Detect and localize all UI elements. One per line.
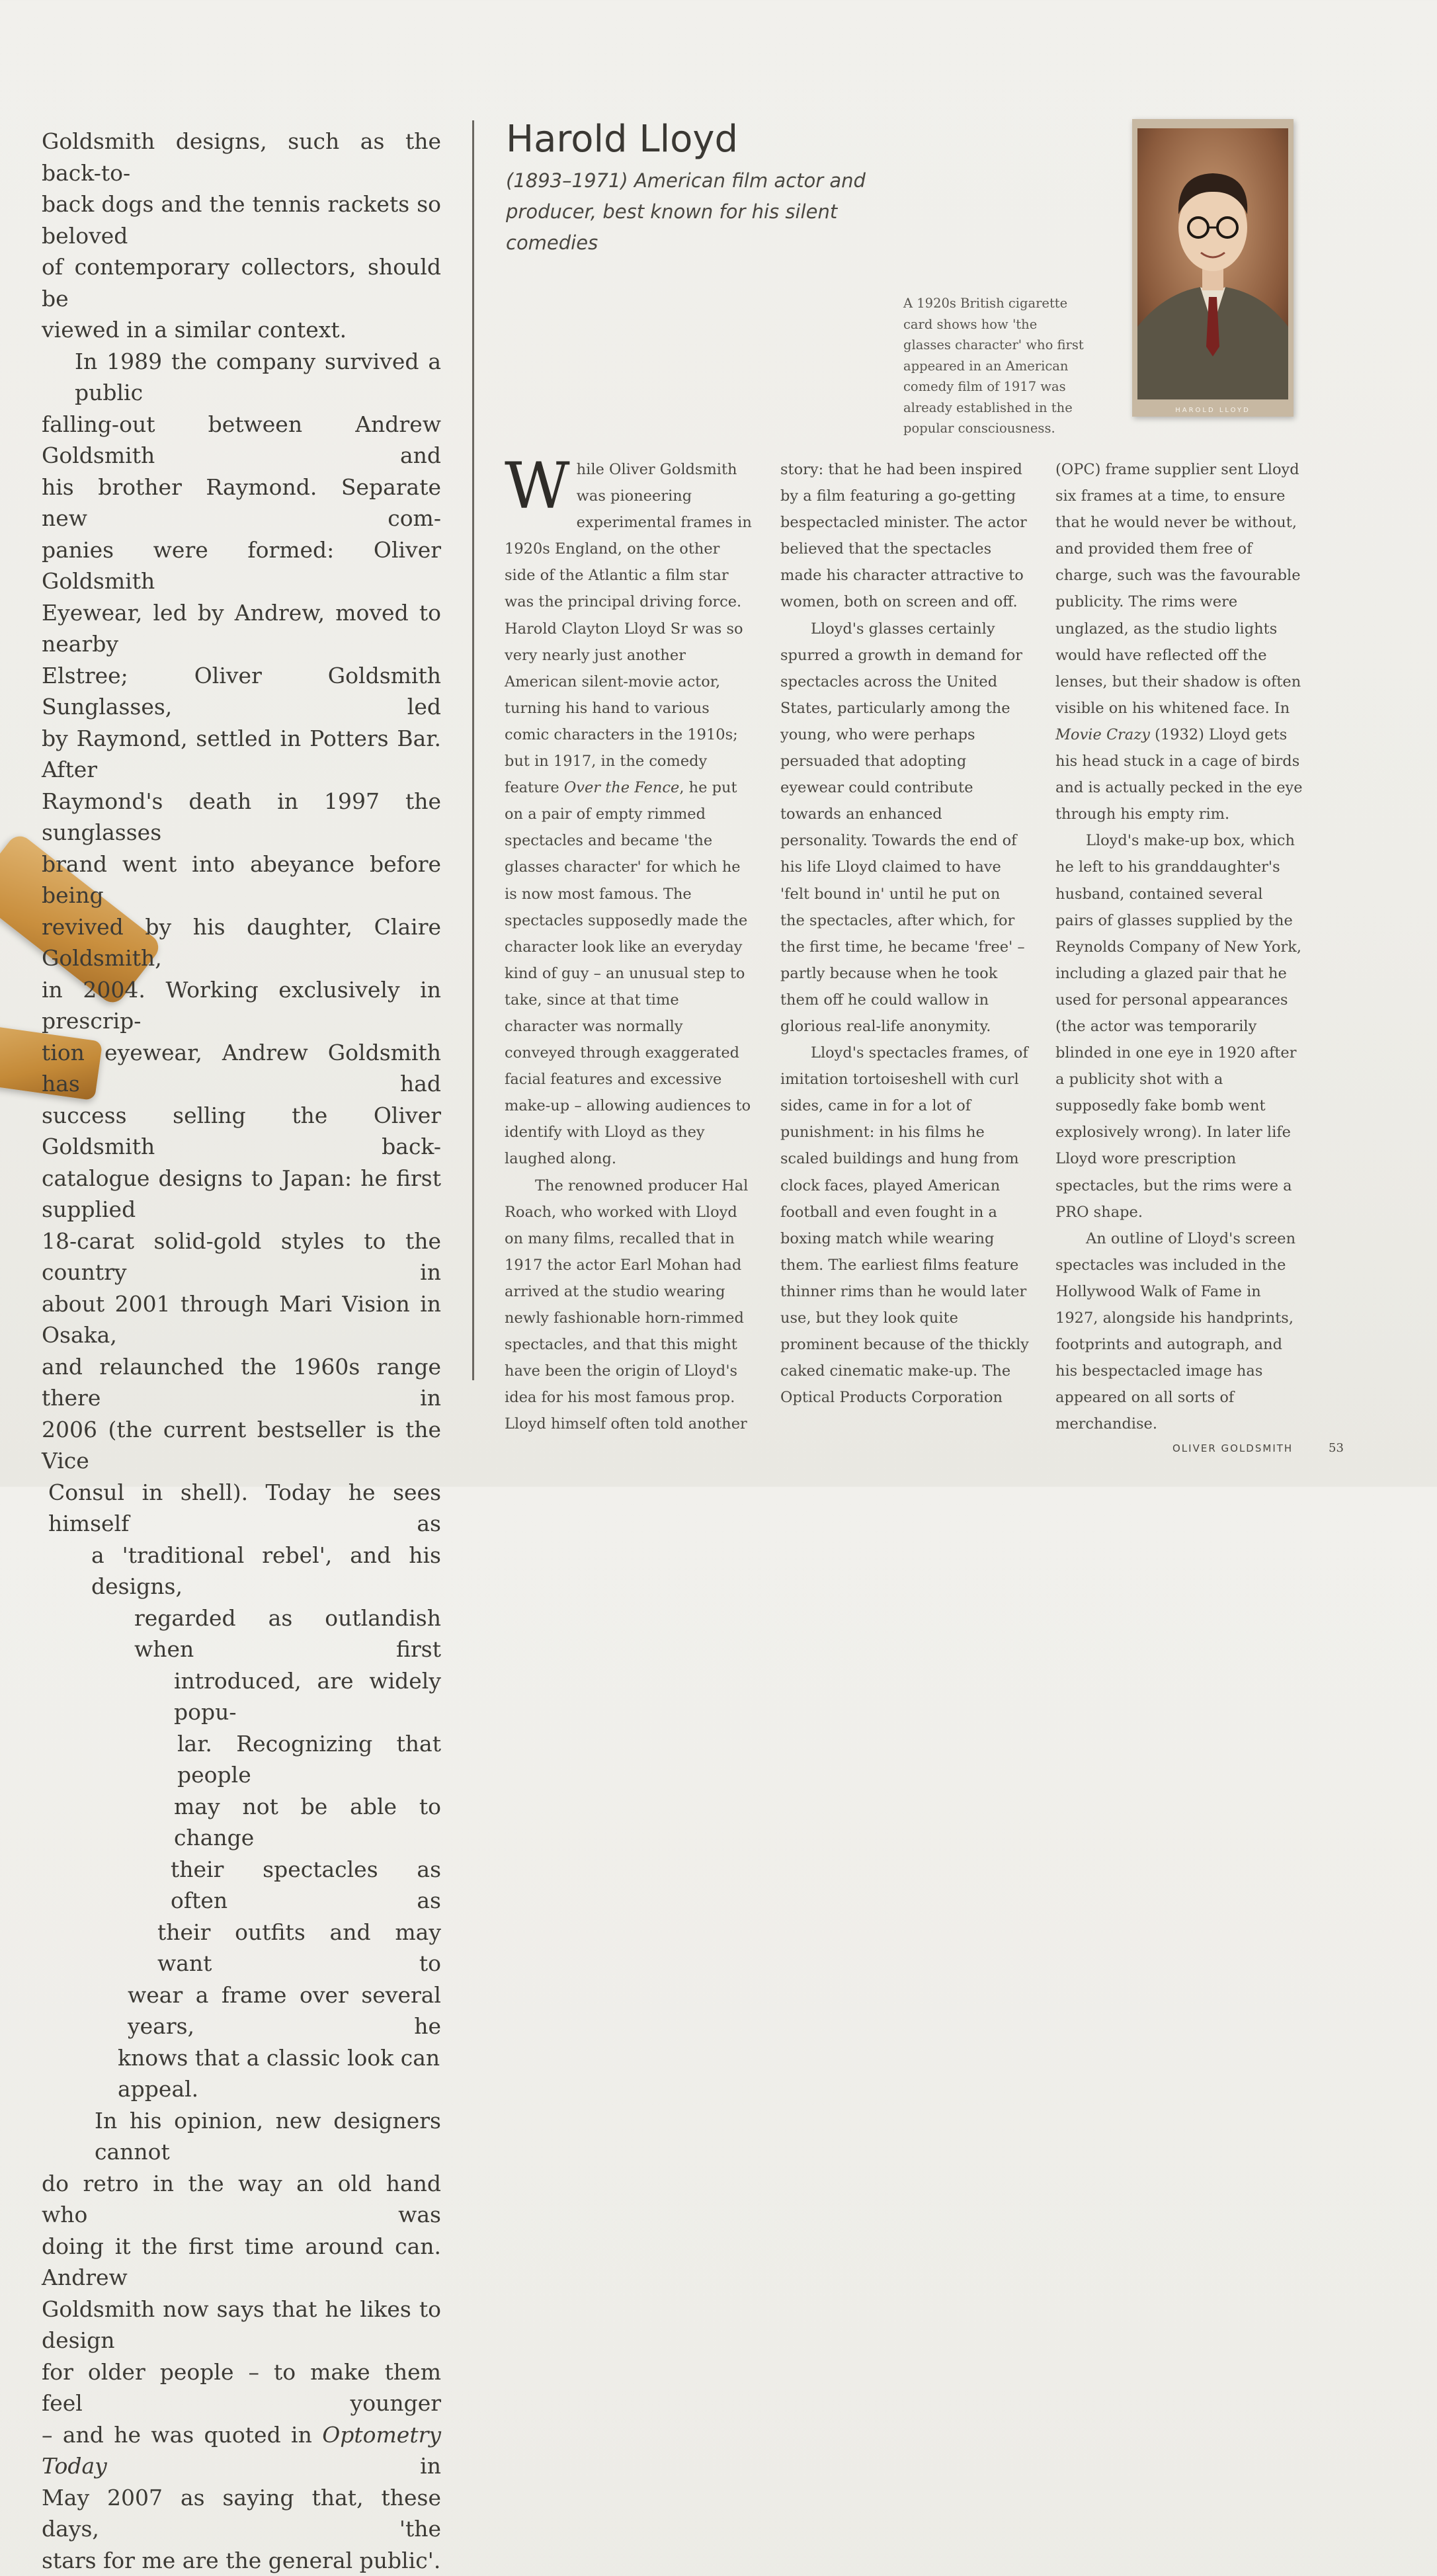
film-title-over-the-fence: Over the Fence xyxy=(564,779,680,796)
left-column-line: stars for me are the general public'. xyxy=(42,2545,441,2576)
article-subtitle: (1893–1971) American film actor and producer, best known for his silent comedies xyxy=(506,165,876,259)
left-column-line: Consul in shell). Today he sees himself as xyxy=(42,1477,441,1540)
left-column-line: success selling the Oliver Goldsmith back- xyxy=(42,1100,441,1163)
left-column-line: for older people – to make them feel younger xyxy=(42,2356,441,2419)
cigarette-card-photo xyxy=(1132,119,1293,417)
left-column-line: In his opinion, new designers cannot xyxy=(42,2105,441,2168)
col2-paragraph-1: story: that he had been inspired by a film featuring a go-getting bespectacled minister. The actor believed that the spectacles made his character attractive to women, both on screen and off. xyxy=(780,456,1029,616)
left-column-line: viewed in a similar context. xyxy=(42,314,441,346)
body-column-1 xyxy=(505,456,753,1437)
left-column-line: introduced, are widely popu- xyxy=(42,1665,441,1728)
photo-caption: A 1920s British cigarette card shows how 'the glasses character' who first appeared in an American comedy film of 1917 was already established in the popular consciousness. xyxy=(903,293,1088,439)
left-column-line: tion eyewear, Andrew Goldsmith has had xyxy=(42,1037,441,1100)
col1-paragraph-1: hile Oliver Goldsmith was pioneering experimental frames in 1920s England, on the other side of the Atlantic a film star was the principal driving force. Harold Clayton Lloyd Sr was so very nearly just another American silent-movie actor, turning his hand to various comic characters in the 1910s; but in 1917, in the comedy feature xyxy=(505,461,752,796)
left-column-line: Eyewear, led by Andrew, moved to nearby xyxy=(42,597,441,660)
col2-paragraph-2: Lloyd's glasses certainly spurred a growth in demand for spectacles across the United States, particularly among the young, who were perhaps persuaded that adopting eyewear could contribute towards an enhanced personality. Towards the end of his life Lloyd claimed to have 'felt bound in' until he put on the spectacles, after which, for the first time, he became 'free' – partly because when he took them off he could wallow in glorious real-life anonymity. xyxy=(780,616,1029,1040)
body-column-2 xyxy=(780,456,1029,1411)
left-column-line: Raymond's death in 1997 the sunglasses xyxy=(42,786,441,849)
left-column-line: Goldsmith now says that he likes to design xyxy=(42,2294,441,2356)
left-column-line: falling-out between Andrew Goldsmith and xyxy=(42,409,441,472)
left-column-line: regarded as outlandish when first xyxy=(42,1602,441,1665)
left-column-line: catalogue designs to Japan: he first supplied xyxy=(42,1163,441,1226)
left-column-line: may not be able to change xyxy=(42,1791,441,1854)
left-column-line: Elstree; Oliver Goldsmith Sunglasses, led xyxy=(42,660,441,723)
col3-paragraph-1: (OPC) frame supplier sent Lloyd six frames at a time, to ensure that he would never be without, and provided them free of charge, such was the favourable publicity. The rims were unglazed, as the studio lights would have reflected off the lenses, but their shadow is often visible on his whitened face. In xyxy=(1055,461,1301,717)
publication-title: Optometry Today xyxy=(42,2422,441,2479)
page-number: 53 xyxy=(1329,1441,1344,1455)
left-column-line: May 2007 as saying that, these days, 'the xyxy=(42,2482,441,2545)
left-column-line: 2006 (the current bestseller is the Vice xyxy=(42,1414,441,1477)
left-column-line: lar. Recognizing that people xyxy=(42,1728,441,1791)
film-title-movie-crazy: Movie Crazy xyxy=(1055,726,1150,743)
drop-cap: W xyxy=(505,460,570,512)
left-column-line: by Raymond, settled in Potters Bar. After xyxy=(42,723,441,786)
left-column-line: their outfits and may want to xyxy=(42,1917,441,1979)
col1-paragraph-2: The renowned producer Hal Roach, who worked with Lloyd on many films, recalled that in 1917 the actor Earl Mohan had arrived at the studio wearing newly fashionable horn-rimmed spectacles, and that this might have been the origin of Lloyd's idea for his most famous prop. Lloyd himself often told another xyxy=(505,1173,753,1438)
left-column-line: back dogs and the tennis rackets so beloved xyxy=(42,188,441,251)
left-column-line: doing it the first time around can. Andrew xyxy=(42,2231,441,2294)
col3-paragraph-1-end: (1932) Lloyd gets his head stuck in a cage of birds and is actually pecked in the eye through his empty rim. xyxy=(1055,726,1303,823)
left-column-line: revived by his daughter, Claire Goldsmith, xyxy=(42,911,441,974)
harold-lloyd-portrait xyxy=(1137,128,1288,399)
left-column-line: a 'traditional rebel', and his designs, xyxy=(42,1540,441,1602)
column-divider xyxy=(472,120,474,1380)
col3-paragraph-2: Lloyd's make-up box, which he left to his granddaughter's husband, contained several pairs of glasses supplied by the Reynolds Company of New York, including a glazed pair that he used for personal appearances (the actor was temporarily blinded in one eye in 1920 after a publicity shot with a supposedly fake bomb went explosively wrong). In later life Lloyd wore prescription spectacles, but the rims were a PRO shape. xyxy=(1055,827,1304,1225)
left-column-line: knows that a classic look can appeal. xyxy=(42,2042,441,2105)
left-column-line: of contemporary collectors, should be xyxy=(42,251,441,314)
running-footer-title: OLIVER GOLDSMITH xyxy=(1172,1442,1293,1454)
left-column-line: – and he was quoted in Optometry Today in xyxy=(42,2419,441,2482)
left-column-line: about 2001 through Mari Vision in Osaka, xyxy=(42,1288,441,1351)
photo-label: HAROLD LLOYD xyxy=(1132,407,1293,414)
col1-paragraph-1-end: , he put on a pair of empty rimmed spectacles and became 'the glasses character' for which he is now most famous. The spectacles supposedly made the character look like an everyday kind of guy – an unusual step to take, since at that time character was normally conveyed through exaggerated facial features and excessive make-up – allowing audiences to identify with Lloyd as they laughed along. xyxy=(505,779,751,1167)
left-column-line: In 1989 the company survived a public xyxy=(42,346,441,409)
left-column-line: do retro in the way an old hand who was xyxy=(42,2168,441,2231)
left-column-line: wear a frame over several years, he xyxy=(42,1979,441,2042)
left-column-line: their spectacles as often as xyxy=(42,1854,441,1917)
left-column-line: panies were formed: Oliver Goldsmith xyxy=(42,534,441,597)
left-column-line: in 2004. Working exclusively in prescrip- xyxy=(42,974,441,1037)
left-column-line: Goldsmith designs, such as the back-to- xyxy=(42,126,441,188)
left-column-line: 18-carat solid-gold styles to the country in xyxy=(42,1226,441,1288)
col2-paragraph-3: Lloyd's spectacles frames, of imitation tortoiseshell with curl sides, came in for a lot of punishment: in his films he scaled buildings and hung from clock faces, played American football and even fought in a boxing match while wearing them. The earliest films feature thinner rims than he would later use, but they look quite prominent because of the thickly caked cinematic make-up. The Optical Products Corporation xyxy=(780,1040,1029,1411)
left-column-line: and relaunched the 1960s range there in xyxy=(42,1351,441,1414)
left-column-line: his brother Raymond. Separate new com- xyxy=(42,472,441,534)
left-column-line: brand went into abeyance before being xyxy=(42,849,441,911)
left-column-text xyxy=(42,126,441,2576)
body-column-3 xyxy=(1055,456,1304,1437)
article-title: Harold Lloyd xyxy=(506,118,738,161)
col3-paragraph-3: An outline of Lloyd's screen spectacles was included in the Hollywood Walk of Fame in 1927, alongside his handprints, footprints and autograph, and his bespectacled image has appeared on all sorts of merchandise. xyxy=(1055,1226,1304,1438)
